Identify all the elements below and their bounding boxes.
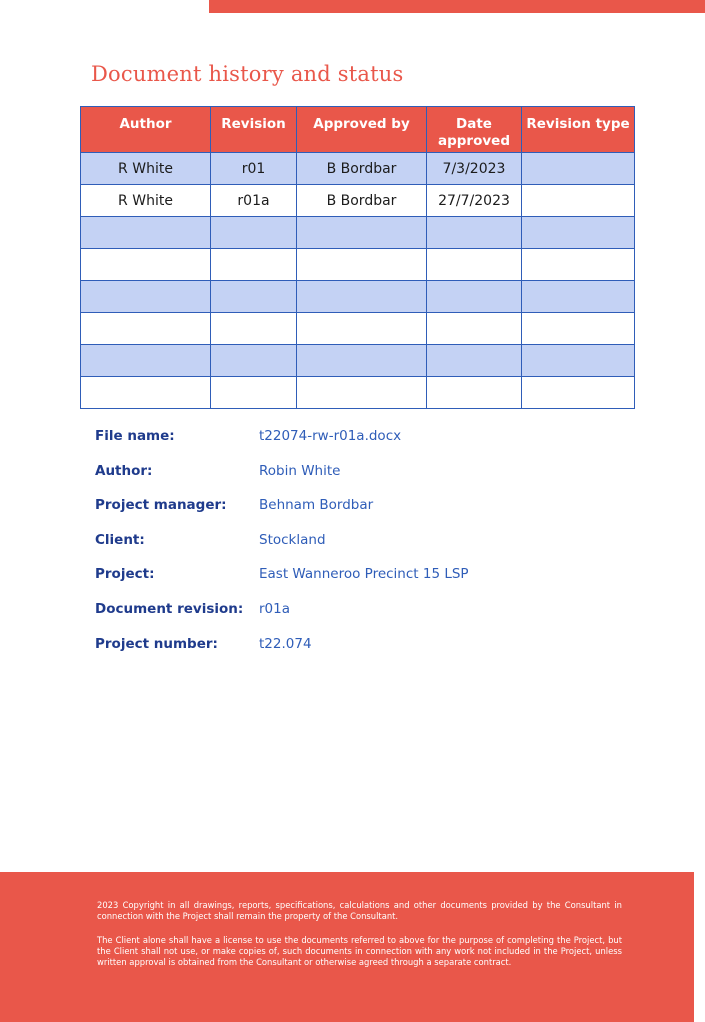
info-label: Document revision:: [95, 600, 244, 617]
info-value: East Wanneroo Precinct 15 LSP: [259, 566, 469, 583]
cell-date-approved: 7/3/2023: [427, 153, 522, 185]
info-label: Author:: [95, 462, 153, 479]
cell-revision: [211, 249, 297, 281]
cell-revision-type: [522, 249, 635, 281]
cell-revision-type: [522, 377, 635, 409]
page-title: Document history and status: [91, 62, 404, 86]
cell-revision-type: [522, 185, 635, 217]
cell-revision-type: [522, 313, 635, 345]
cell-revision-type: [522, 217, 635, 249]
cell-revision-type: [522, 153, 635, 185]
copyright-footer: [0, 872, 694, 1022]
header-approved-by: Approved by: [297, 107, 427, 153]
table-row: [81, 377, 635, 409]
cell-revision-type: [522, 281, 635, 313]
cell-approved-by: B Bordbar: [297, 185, 427, 217]
cell-revision-type: [522, 345, 635, 377]
cell-revision: [211, 281, 297, 313]
table-row: [81, 185, 635, 217]
cell-date-approved: [427, 377, 522, 409]
cell-date-approved: 27/7/2023: [427, 185, 522, 217]
header-author: Author: [81, 107, 211, 153]
cell-revision: [211, 313, 297, 345]
cell-author: [81, 377, 211, 409]
cell-date-approved: [427, 345, 522, 377]
cell-revision: r01: [211, 153, 297, 185]
copyright-notice: 2023 Copyright in all drawings, reports, specifications, calculations and other documents provided by the Consultant in connection with the Project shall remain the property of the Consultant.: [97, 900, 622, 921]
info-row-project-number: [95, 636, 595, 671]
info-value: Stockland: [259, 531, 326, 548]
cell-approved-by: [297, 217, 427, 249]
cell-author: [81, 281, 211, 313]
cell-approved-by: [297, 377, 427, 409]
cell-revision: r01a: [211, 185, 297, 217]
header-date-approved: Date approved: [427, 107, 522, 153]
info-value: t22074-rw-r01a.docx: [259, 428, 402, 444]
info-row-client: [95, 532, 595, 567]
cell-approved-by: [297, 313, 427, 345]
document-info-list: [95, 428, 595, 670]
license-notice: The Client alone shall have a license to use the documents referred to above for the purpose of completing the Project, but the Client shall not use, or make copies of, such documents in connection with any work not included in the Project, unless written approval is obtained from the Consultant or otherwise agreed through a separate contract.: [97, 935, 622, 967]
cell-author: [81, 217, 211, 249]
info-row-file-name: [95, 428, 595, 463]
info-row-author: [95, 463, 595, 498]
info-row-project: [95, 566, 595, 601]
info-label: Project:: [95, 566, 155, 583]
table-header-row: [81, 107, 635, 153]
info-row-project-manager: [95, 497, 595, 532]
cell-revision: [211, 377, 297, 409]
table-row: [81, 217, 635, 249]
cell-date-approved: [427, 313, 522, 345]
info-value: Behnam Bordbar: [259, 497, 374, 514]
document-history-table: [80, 106, 635, 409]
info-row-document-revision: [95, 601, 595, 636]
info-label: File name:: [95, 428, 175, 444]
header-revision-type: Revision type: [522, 107, 635, 153]
info-value: Robin White: [259, 462, 341, 479]
cell-approved-by: [297, 249, 427, 281]
table-row: [81, 153, 635, 185]
info-label: Project number:: [95, 635, 218, 652]
cell-approved-by: [297, 345, 427, 377]
cell-approved-by: [297, 281, 427, 313]
table-row: [81, 281, 635, 313]
cell-date-approved: [427, 249, 522, 281]
info-value: t22.074: [259, 635, 312, 652]
cell-revision: [211, 217, 297, 249]
cell-author: R White: [81, 185, 211, 217]
info-label: Client:: [95, 531, 145, 548]
cell-date-approved: [427, 281, 522, 313]
table-row: [81, 313, 635, 345]
cell-approved-by: B Bordbar: [297, 153, 427, 185]
header-revision: Revision: [211, 107, 297, 153]
top-accent-bar: [209, 0, 705, 13]
cell-author: [81, 313, 211, 345]
cell-date-approved: [427, 217, 522, 249]
info-value: r01a: [259, 600, 291, 617]
cell-author: R White: [81, 153, 211, 185]
cell-author: [81, 345, 211, 377]
cell-revision: [211, 345, 297, 377]
cell-author: [81, 249, 211, 281]
table-row: [81, 345, 635, 377]
info-label: Project manager:: [95, 497, 227, 514]
table-row: [81, 249, 635, 281]
